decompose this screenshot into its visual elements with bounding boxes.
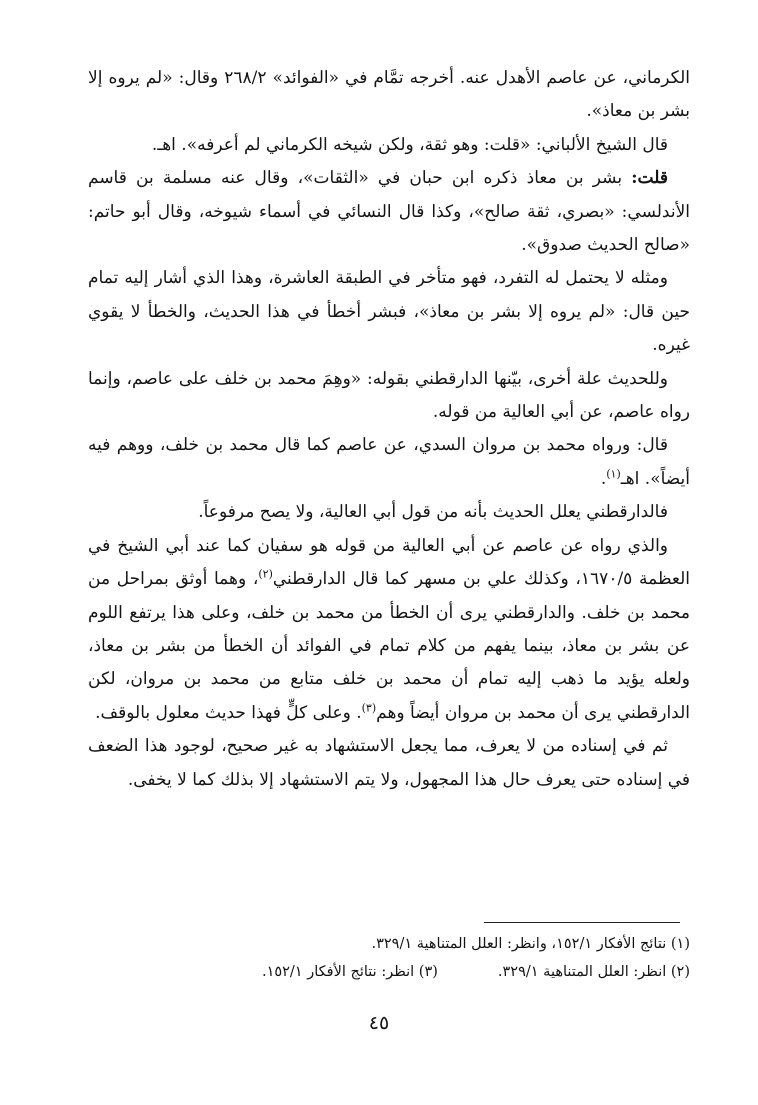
footnote-2: (٢) انظر: العلل المتناهية ٣٢٩/١.: [497, 964, 690, 980]
footnote-ref-3: (٣): [361, 701, 377, 715]
footnote-1: (١) نتائج الأفكار ١٥٢/١، وانظر: العلل المتناهية ٣٢٩/١.: [371, 936, 690, 952]
footnotes: [88, 930, 690, 986]
paragraph-6: قال: ورواه محمد بن مروان السدي، عن عاصم كما قال محمد بن خلف، ووهم فيه أيضاً». اهـ$^{(١)}$.: [88, 435, 690, 489]
paragraph-8-text-c: . وعلى كلٍّ فهذا حديث معلول بالوقف.: [95, 702, 362, 723]
lead-word: قلت:: [631, 168, 668, 189]
footnote-3: (٣) انظر: نتائج الأفكار ١٥٢/١.: [261, 964, 438, 980]
paragraph-8-text-b: ، وهما أوثق بمراحل من محمد بن خلف. والدارقطني يرى أن الخطأ من محمد بن خلف، وعلى هذا يرتفع اللوم عن بشر بن معاذ، بينما يفهم من كلام تمام في الفوائد أن الخطأ من بشر بن معاذ، ولعله يؤيد ما ذهب إليه تمام أن محمد بن خلف متابع من محمد بن مروان، لكن الدارقطني يرى أن محمد بن مروان أيضاً وهم: [88, 569, 690, 723]
footnote-ref-1: (١): [606, 467, 621, 481]
footnote-divider: [484, 922, 680, 923]
paragraph-1: الكرماني، عن عاصم الأهدل عنه. أخرجه تمَّام في «الفوائد» ٢٦٨/٢ وقال: «لم يروه إلا بشر بن معاذ».: [88, 68, 690, 122]
paragraph-8: [88, 530, 690, 730]
paragraph-5: وللحديث علة أخرى، بيّنها الدارقطني بقوله: «وهِمَ محمد بن خلف على عاصم، وإنما رواه عاصم، عن أبي العالية من قوله.: [88, 368, 690, 423]
paragraph-3: [88, 162, 690, 262]
paragraph-9: ثم في إسناده من لا يعرف، مما يجعل الاستشهاد به غير صحيح، لوجود هذا الضعف في إسناده حتى يعرف حال هذا المجهول، ولا يتم الاستشهاد إلا بذلك كما لا يخفى.: [88, 736, 690, 790]
footnote-row-2: [88, 958, 690, 986]
main-text: [88, 62, 690, 797]
page-number: ٤٥: [368, 1012, 390, 1034]
paragraph-6-text: قال: ورواه محمد بن مروان السدي، عن عاصم كما قال محمد بن خلف، ووهم فيه أيضاً». اهـ: [88, 435, 690, 489]
paragraph-3-text: بشر بن معاذ ذكره ابن حبان في «الثقات»، وقال عنه مسلمة بن قاسم الأندلسي: «بصري، ثقة صالح»، وكذا قال النسائي في أسماء شيوخه، وقال أبو حاتم: «صالح الحديث صدوق».: [88, 168, 690, 256]
paragraph-4: ومثله لا يحتمل له التفرد، فهو متأخر في الطبقة العاشرة، وهذا الذي أشار إليه تمام حين قال: «لم يروه إلا بشر بن معاذ»، فبشر أخطأ في هذا الحديث، والخطأ لا يقوي غيره.: [88, 268, 690, 356]
footnote-ref-2: (٢): [258, 567, 273, 581]
paragraph-7: فالدارقطني يعلل الحديث بأنه من قول أبي العالية، ولا يصح مرفوعاً.: [198, 502, 668, 523]
paragraph-8-text-a: والذي رواه عن عاصم عن أبي العالية من قوله هو سفيان كما عند أبي الشيخ في العظمة ١٦٧٠/٥، وكذلك علي بن مسهر كما قال الدارقطني: [88, 535, 690, 590]
paragraph-2: قال الشيخ الألباني: «قلت: وهو ثقة، ولكن شيخه الكرماني لم أعرفه». اهـ.: [151, 134, 668, 155]
